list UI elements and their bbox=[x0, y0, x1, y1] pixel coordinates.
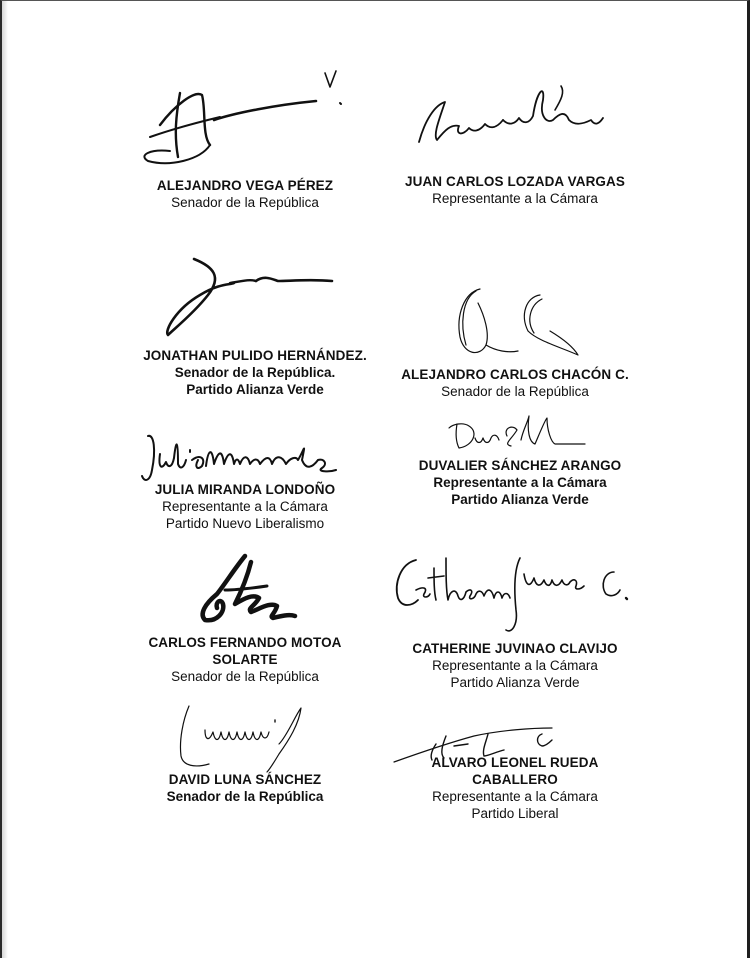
signatory-name: CARLOS FERNANDO MOTOA bbox=[148, 635, 342, 650]
signatory-name: ALEJANDRO VEGA PÉREZ bbox=[156, 178, 334, 193]
signatory-name: ALEJANDRO CARLOS CHACÓN C. bbox=[401, 367, 629, 382]
signatory-name: JULIA MIRANDA LONDOÑO bbox=[154, 482, 336, 497]
signatory-role: Representante a la Cámara bbox=[432, 789, 598, 804]
signatory-name: JONATHAN PULIDO HERNÁNDEZ. bbox=[143, 348, 367, 363]
signature-duvalier-sanchez bbox=[445, 410, 595, 455]
signatory-party: Partido Alianza Verde bbox=[451, 492, 589, 507]
signatory-block bbox=[395, 457, 645, 508]
signature-david-luna bbox=[175, 700, 315, 775]
signatory-name: CATHERINE JUVINAO CLAVIJO bbox=[412, 641, 618, 656]
signature-carlos-motoa bbox=[195, 550, 300, 630]
signatory-name: DAVID LUNA SÁNCHEZ bbox=[168, 772, 322, 787]
signatory-party: Partido Alianza Verde bbox=[450, 675, 580, 690]
signatory-role: Representante a la Cámara bbox=[432, 658, 598, 673]
signature-alejandro-chacon bbox=[450, 285, 590, 365]
signatory-name: ALVARO LEONEL RUEDA bbox=[431, 755, 599, 770]
signatory-role: Senador de la República. bbox=[174, 365, 336, 380]
signatory-role: Senador de la República bbox=[441, 384, 589, 399]
signatory-name: DUVALIER SÁNCHEZ ARANGO bbox=[418, 458, 622, 473]
signatory-block bbox=[120, 771, 370, 805]
signatory-role: Representante a la Cámara bbox=[162, 499, 328, 514]
signature-jonathan-pulido bbox=[160, 255, 340, 345]
signature-juan-carlos-lozada bbox=[415, 80, 605, 160]
signatory-block bbox=[385, 366, 645, 400]
signatory-block bbox=[120, 634, 370, 685]
signature-alejandro-vega bbox=[140, 65, 350, 175]
signatory-role: Senador de la República bbox=[171, 195, 319, 210]
signatory-party: Partido Alianza Verde bbox=[186, 382, 324, 397]
signatory-party: Partido Nuevo Liberalismo bbox=[165, 516, 325, 531]
signature-catherine-juvinao bbox=[390, 550, 640, 640]
signatory-block bbox=[385, 173, 645, 207]
signatory-block bbox=[110, 347, 400, 398]
signatory-party: Partido Liberal bbox=[471, 806, 559, 821]
signatory-block bbox=[390, 754, 640, 822]
signatory-role: Representante a la Cámara bbox=[433, 475, 607, 490]
signatory-block bbox=[390, 640, 640, 691]
signatory-role: Representante a la Cámara bbox=[432, 191, 598, 206]
signatory-name-continued: CABALLERO bbox=[472, 772, 558, 787]
signatory-name-continued: SOLARTE bbox=[212, 652, 278, 667]
signatory-name: JUAN CARLOS LOZADA VARGAS bbox=[404, 174, 625, 189]
signatory-block bbox=[115, 481, 375, 532]
signatory-block bbox=[120, 177, 370, 211]
signatory-role: Senador de la República bbox=[166, 789, 324, 804]
signatory-role: Senador de la República bbox=[171, 669, 319, 684]
